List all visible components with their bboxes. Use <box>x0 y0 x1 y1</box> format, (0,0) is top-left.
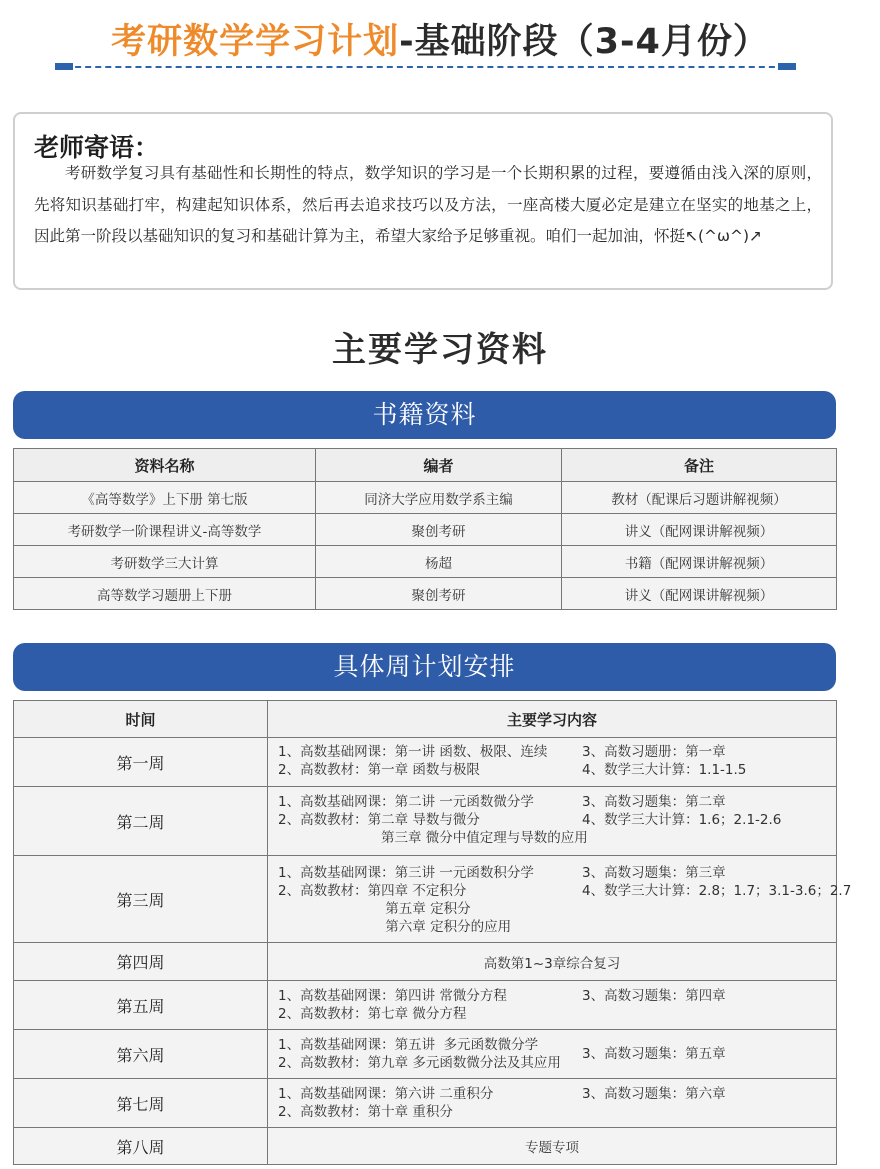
week-content <box>268 981 837 1030</box>
week-content-full: 专题专项 <box>268 1128 837 1165</box>
book-name: 《高等数学》上下册 第七版 <box>14 482 316 514</box>
week-content <box>268 738 837 787</box>
title-dashed-line <box>55 66 795 68</box>
week-label: 第八周 <box>14 1128 268 1165</box>
week-content-left: 1、高数基础网课：第六讲 二重积分 2、高数教材：第十章 重积分 <box>278 1086 494 1120</box>
week-content-right: 3、高数习题集：第三章 4、数学三大计算：2.8；1.7；3.1-3.6；2.7 <box>582 865 852 899</box>
table-row <box>14 546 837 578</box>
table-row <box>14 981 837 1030</box>
table-row <box>14 1030 837 1079</box>
col-header-name: 资料名称 <box>14 449 316 482</box>
table-row <box>14 514 837 546</box>
week-content-left: 1、高数基础网课：第三讲 一元函数积分学 2、高数教材：第四章 不定积分 第五章 定积分 第六章 定积分的应用 <box>278 865 534 935</box>
week-content-right: 3、高数习题集：第四章 <box>582 988 726 1004</box>
week-label: 第三周 <box>14 856 268 943</box>
table-row <box>14 856 837 943</box>
plan-table-header <box>14 701 837 738</box>
book-name: 高等数学习题册上下册 <box>14 578 316 610</box>
books-section-bar: 书籍资料 <box>13 391 836 439</box>
col-header-editor: 编者 <box>316 449 562 482</box>
week-content-left: 1、高数基础网课：第一讲 函数、极限、连续 2、高数教材：第一章 函数与极限 <box>278 744 548 778</box>
title-line-cap-right <box>778 63 796 70</box>
week-content-right: 3、高数习题集：第五章 <box>582 1046 726 1062</box>
week-content-left: 1、高数基础网课：第二讲 一元函数微分学 2、高数教材：第二章 导数与微分 第三章 微分中值定理与导数的应用 <box>278 794 588 846</box>
week-label: 第六周 <box>14 1030 268 1079</box>
week-content <box>268 856 852 943</box>
table-row <box>14 943 837 981</box>
table-row <box>14 578 837 610</box>
col-header-remark: 备注 <box>562 449 837 482</box>
table-row <box>14 1128 837 1165</box>
book-editor: 聚创考研 <box>316 578 562 610</box>
week-label: 第一周 <box>14 738 268 787</box>
week-label: 第四周 <box>14 943 268 981</box>
book-remark: 讲义（配网课讲解视频） <box>562 578 837 610</box>
book-editor: 杨超 <box>316 546 562 578</box>
book-remark: 教材（配课后习题讲解视频） <box>562 482 837 514</box>
books-table <box>13 448 837 610</box>
table-row <box>14 787 837 856</box>
week-content <box>268 1030 837 1079</box>
book-name: 考研数学一阶课程讲义-高等数学 <box>14 514 316 546</box>
book-editor: 聚创考研 <box>316 514 562 546</box>
title-suffix: -基础阶段（3-4月份） <box>399 22 769 62</box>
book-remark: 讲义（配网课讲解视频） <box>562 514 837 546</box>
main-materials-title: 主要学习资料 <box>332 330 548 370</box>
col-header-content: 主要学习内容 <box>268 701 837 738</box>
table-row <box>14 738 837 787</box>
table-row <box>14 1079 837 1128</box>
week-content-full: 高数第1~3章综合复习 <box>268 943 837 981</box>
week-label: 第二周 <box>14 787 268 856</box>
week-content-right: 3、高数习题集：第六章 <box>582 1086 726 1102</box>
weekly-plan-section-bar: 具体周计划安排 <box>13 643 836 691</box>
col-header-time: 时间 <box>14 701 268 738</box>
week-content <box>268 1079 837 1128</box>
book-editor: 同济大学应用数学系主编 <box>316 482 562 514</box>
weekly-plan-table <box>13 700 852 1165</box>
week-content <box>268 787 837 856</box>
week-content-left: 1、高数基础网课：第四讲 常微分方程 2、高数教材：第七章 微分方程 <box>278 988 507 1022</box>
book-name: 考研数学三大计算 <box>14 546 316 578</box>
book-remark: 书籍（配网课讲解视频） <box>562 546 837 578</box>
page-title <box>0 14 880 64</box>
teacher-note-body: 考研数学复习具有基础性和长期性的特点，数学知识的学习是一个长期积累的过程，要遵循由浅入深的原则，先将知识基础打牢，构建起知识体系，然后再去追求技巧以及方法，一座高楼大厦必定是建立在坚实的地基之上，因此第一阶段以基础知识的复习和基础计算为主，希望大家给予足够重视。咱们一起加油，怀挺↖(^ω^)↗ <box>34 164 822 245</box>
teacher-note-heading: 老师寄语： <box>34 133 160 162</box>
week-content-right: 3、高数习题册：第一章 4、数学三大计算：1.1-1.5 <box>582 744 747 778</box>
books-table-header <box>14 449 837 482</box>
table-row <box>14 482 837 514</box>
title-highlight: 考研数学学习计划 <box>111 22 400 62</box>
week-label: 第七周 <box>14 1079 268 1128</box>
week-content-left: 1、高数基础网课：第五讲 多元函数微分学 2、高数教材：第九章 多元函数微分法及其应用 <box>278 1037 561 1071</box>
week-label: 第五周 <box>14 981 268 1030</box>
week-content-right: 3、高数习题集：第二章 4、数学三大计算：1.6；2.1-2.6 <box>582 794 782 828</box>
